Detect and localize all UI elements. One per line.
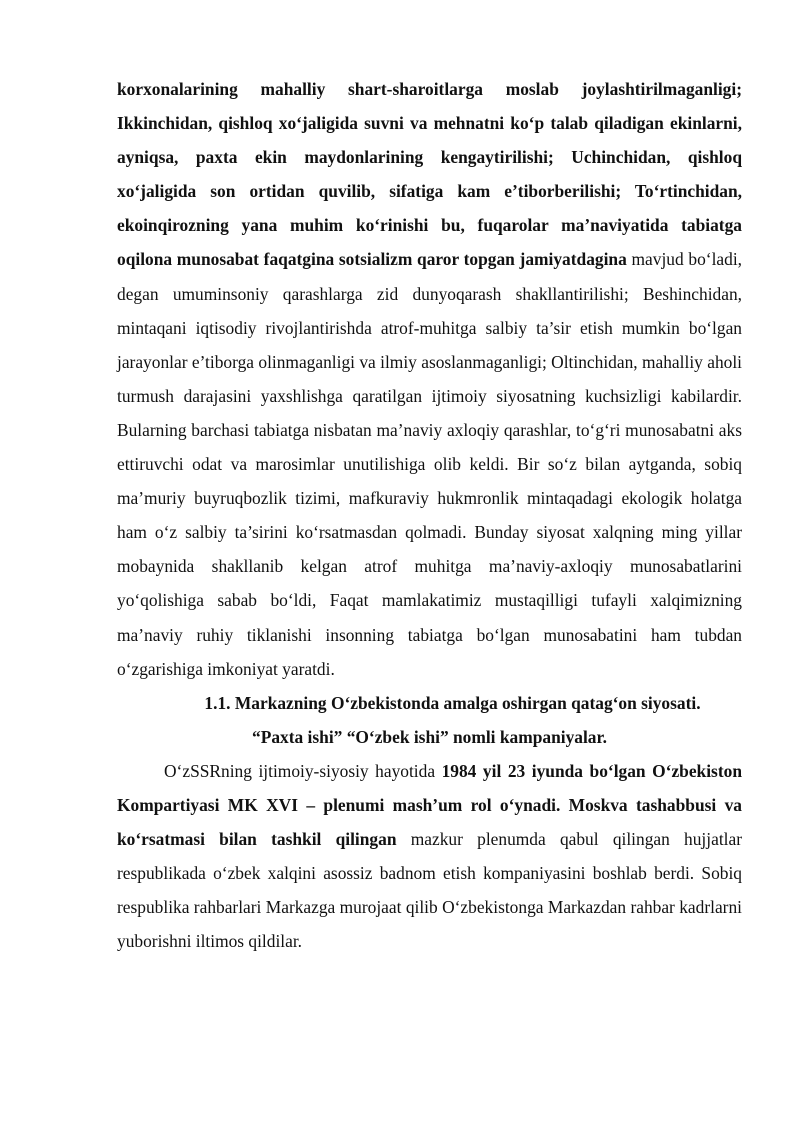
paragraph-bold-text: 1984 yil 23 iyunda bo‘lgan O‘zbekiston Kompartiyasi MK XVI – plenumi mash’um rol o‘ynadi. Moskva tashabbusi va ko‘rsatmasi bilan tashkil qilingan [117, 760, 742, 850]
paragraph-text: mavjud bo‘ladi, degan umuminsoniy qarashlarga zid dunyoqarash shakllantirilishi; Beshinchidan, mintaqani iqtisodiy rivojlantirishda atrof-muhitga salbiy ta’sir etish mumkin bo‘lgan jarayonlar e’tiborga olinmaganligi va ilmiy asoslanmaganligi; Oltinchidan, mahalliy aholi turmush darajasini yaxshlishga qaratilgan ijtimoiy siyosatning kuchsizligi kabilardir. Bularning barchasi tabiatga nisbatan ma’naviy axloqiy qarashlar, to‘g‘ri munosabatni aks ettiruvchi odat va marosimlar unutilishiga olib keldi. Bir so‘z bilan aytganda, sobiq ma’muriy buyruqbozlik tizimi, mafkuraviy hukmronlik mintaqadagi ekologik holatga ham o‘z salbiy ta’sirini ko‘rsatmasdan qolmadi. Bunday siyosat xalqning ming yillar mobaynida shakllanib kelgan atrof muhitga ma’naviy-axloqiy munosabatlarini yo‘qolishiga sabab bo‘ldi, Faqat mamlakatimiz mustaqilligi tufayli xalqimizning ma’naviy ruhiy tiklanishi insonning tabiatga bo‘lgan munosabatini ham tubdan o‘zgarishiga imkoniyat yaratdi. [117, 249, 743, 679]
section-heading-line-1: 1.1. Markazning O‘zbekistonda amalga oshirgan qatag‘on siyosati. [204, 692, 701, 713]
section-heading-line-2: “Paxta ishi” “O‘zbek ishi” nomli kampaniyalar. [252, 726, 607, 747]
paragraph-bold-text: korxonalarining mahalliy shart-sharoitlarga moslab joylashtirilmaganligi; Ikkinchidan, qishloq xo‘jaligida suvni va mehnatni ko‘p talab qiladigan ekinlarni, ayniqsa, paxta ekin maydonlarining kengaytirilishi; Uchinchidan, qishloq xo‘jaligida son ortidan quvilib, sifatiga kam e’tiborberilishi; To‘rtinchidan, ekoinqirozning yana muhim ko‘rinishi bu, fuqarolar ma’naviyatida tabiatga oqilona munosabat faqatgina sotsializm qaror topgan jamiyatdagina [117, 79, 742, 270]
document-page [117, 72, 742, 958]
paragraph-plenum [117, 754, 742, 959]
paragraph-text-end: mazkur plenumda qabul qilingan hujjatlar respublikada o‘zbek xalqini asossiz badnom etish kompaniyasini boshlab berdi. Sobiq respublika rahbarlari Markazga murojaat qilib O‘zbekistonga Markazdan rahbar kadrlarni yuborishni iltimos qildilar. [117, 829, 742, 952]
section-heading [117, 686, 742, 754]
paragraph-ecology-causes [117, 72, 742, 686]
paragraph-text-start: O‘zSSRning ijtimoiy-siyosiy hayotida [164, 760, 442, 781]
